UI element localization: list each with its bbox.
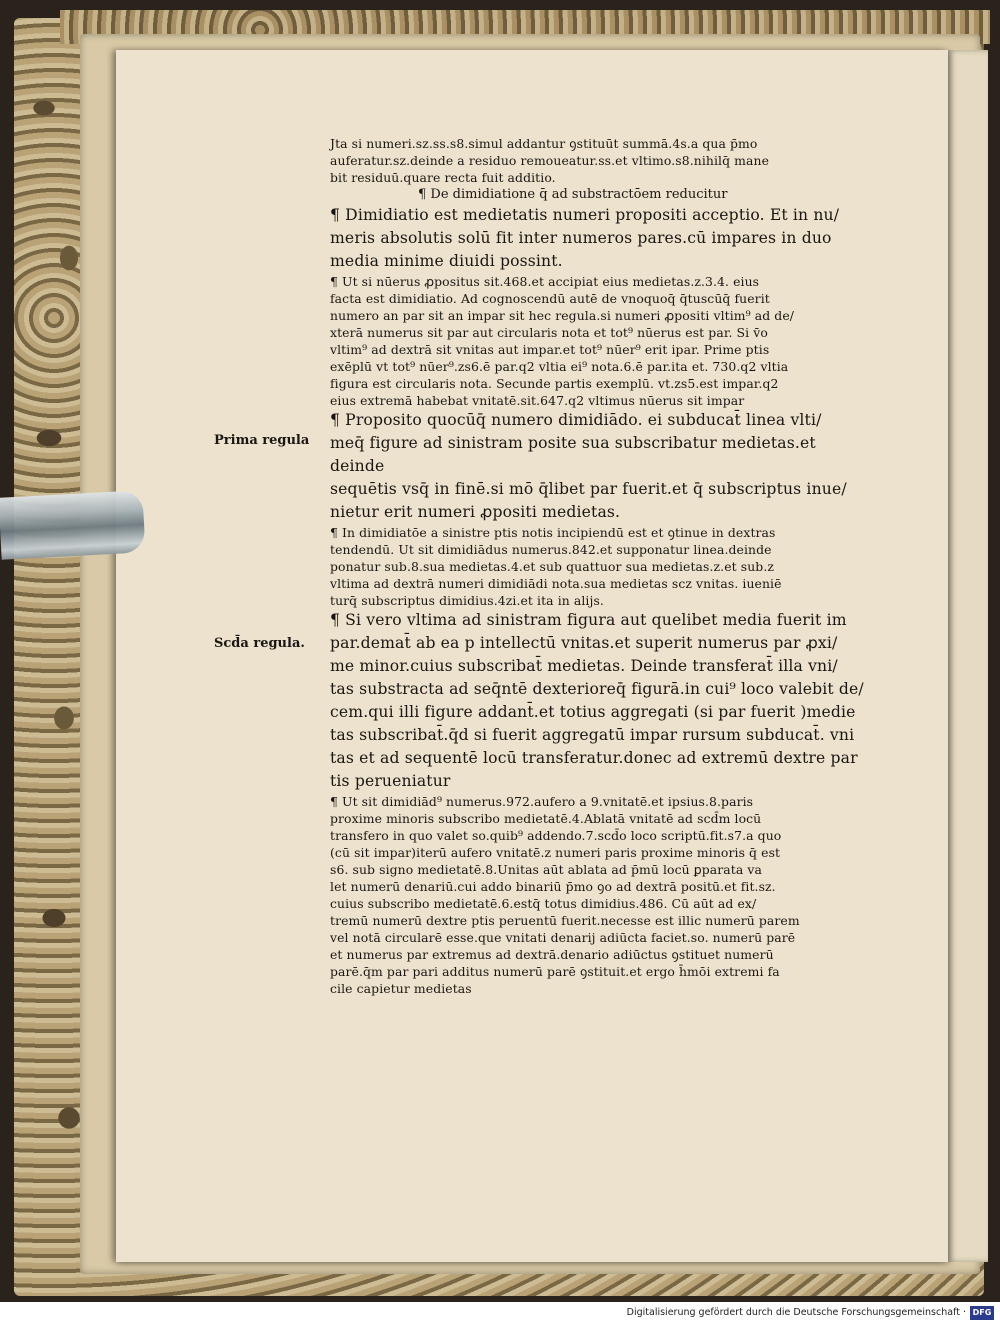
page-text [330,135,875,997]
line: vel notā circularē esse.que vnitati denarij adiūcta faciet.so. numerū parē [330,930,796,945]
line: tas subscribat̄.q̄d si fuerit aggregatū impar rursum subducat̄. vni [330,726,855,744]
line: tas substracta ad seq̄ntē dexterioreq̄ figurā.in cui⁹ loco valebit de/ [330,680,864,698]
line: tis perueniatur [330,772,451,790]
glass-page-weight [0,490,146,559]
line: parē.q̄m par pari additus numerū parē ꝯstituit.et ergo h̄mōi extremi fa [330,964,780,979]
margin-note-prima-regula: Prima regula [214,433,310,448]
line: meris absolutis solū fit inter numeros pares.cū impares in duo [330,229,832,247]
footer-credit: Digitalisierung gefördert durch die Deutsche Forschungsgemeinschaft · [626,1307,966,1318]
line: facta est dimidiatio. Ad cognoscendū autē de vnoquoq̄ q̄tuscūq̄ fuerit [330,291,770,306]
line: ¶ Ut si nūerus ꝓpositus sit.468.et accipiat eius medietas.z.3.4. eius [330,274,760,289]
line: Jta si numeri.sz.ss.s8.simul addantur ꝯstituūt summā.4s.a qua p̄mo [330,136,758,151]
line: bit residuū.quare recta fuit additio. [330,170,556,185]
line: par.demat̄ ab ea p intellectū vnitas.et superit numerus par ꝓxi/ [330,634,838,652]
line: (cū sit impar)iterū aufero vnitatē.z numeri paris proxime minoris q̄ est [330,845,781,860]
line: cem.qui illi figure addant̄.et totius aggregati (si par fuerit )medie [330,703,856,721]
line: turq̄ subscriptus dimidius.4zi.et ita in alijs. [330,593,604,608]
footer-bar [0,1302,1000,1324]
line: media minime diuidi possint. [330,252,563,270]
line: tas et ad sequentē locū transferatur.donec ad extremū dextre par [330,749,858,767]
line: exēplū vt tot⁹ nūer⁹.zs6.ē par.q2 vltia ei⁹ nota.6.ē par.ita et. 730.q2 vltia [330,359,789,374]
paragraph-5 [330,524,875,609]
line: let numerū denariū.cui addo binariū p̄mo ꝯo ad dextrā positū.et fit.sz. [330,879,776,894]
line: eius extremā habebat vnitatē.sit.647.q2 vltimus nūerus sit impar [330,393,745,408]
line: numero an par sit an impar sit hec regula.si numeri ꝓpositi vltim⁹ ad de/ [330,308,795,323]
line: transfero in quo valet so.quib⁹ addendo.7.scd̄o loco scriptū.fit.s7.a quo [330,828,782,843]
section-heading: ¶ De dimidiatione q̄ ad substractōem reducitur [418,187,728,202]
line: s6. sub signo medietatē.8.Unitas aūt ablata ad p̄mū locū ꝑparata va [330,862,762,877]
line: tendendū. Ut sit dimidiādus numerus.842.et supponatur linea.deinde [330,542,772,557]
line: proxime minoris subscribo medietatē.4.Ablatā vnitatē ad scd̄m locū [330,811,762,826]
line: ¶ Dimidiatio est medietatis numeri propositi acceptio. Et in nu/ [330,206,840,224]
margin-note-secunda-regula: Scd̄a regula. [214,636,305,651]
line: sequētis vsq̄ in finē.si mō q̄libet par fuerit.et q̄ subscriptus inue/ [330,480,847,498]
paragraph-6 [330,609,875,793]
paragraph-4 [330,409,875,524]
line: cuius subscribo medietatē.6.estq̄ totus dimidius.486. Cū aūt ad ex/ [330,896,757,911]
line: ¶ Si vero vltima ad sinistram figura aut quelibet media fuerit im [330,611,847,629]
line: nietur erit numeri ꝓpositi medietas. [330,503,621,521]
line: figura est circularis nota. Secunde partis exemplū. vt.zs5.est impar.q2 [330,376,779,391]
facing-page-edge [948,50,988,1262]
line: et numerus par extremus ad dextrā.denario adiūctus ꝯstituet numerū [330,947,774,962]
line: ponatur sub.8.sua medietas.4.et sub quattuor sua medietas.z.et sub.z [330,559,774,574]
line: meq̄ figure ad sinistram posite sua subscribatur medietas.et deinde [330,434,816,475]
line: ¶ Ut sit dimidiād⁹ numerus.972.aufero a 9.vnitatē.et ipsius.8.paris [330,794,754,809]
line: ¶ In dimidiatōe a sinistre ptis notis incipiendū est et ꝯtinue in dextras [330,525,776,540]
line: vltim⁹ ad dextrā sit vnitas aut impar.et tot⁹ nūer⁹ erit ipar. Prime ptis [330,342,770,357]
paragraph-2 [330,204,875,273]
line: me minor.cuius subscribat̄ medietas. Deinde transferat̄ illa vni/ [330,657,838,675]
line: xterā numerus sit par aut circularis nota et tot⁹ nūerus est par. Si v̄o [330,325,768,340]
dfg-logo: DFG [970,1306,994,1320]
line: ¶ Proposito quocūq̄ numero dimidiādo. ei subducat̄ linea vlti/ [330,411,822,429]
paragraph-1 [330,135,875,186]
line: tremū numerū dextre ptis peruentū fuerit.necesse est illic numerū parem [330,913,800,928]
line: auferatur.sz.deinde a residuo remoueatur.ss.et vltimo.s8.nihilq̄ mane [330,153,770,168]
line: cile capietur medietas [330,981,472,996]
paragraph-3 [330,273,875,409]
line: vltima ad dextrā numeri dimidiādi nota.sua medietas scz vnitas. iueniē [330,576,782,591]
paragraph-7 [330,793,875,997]
